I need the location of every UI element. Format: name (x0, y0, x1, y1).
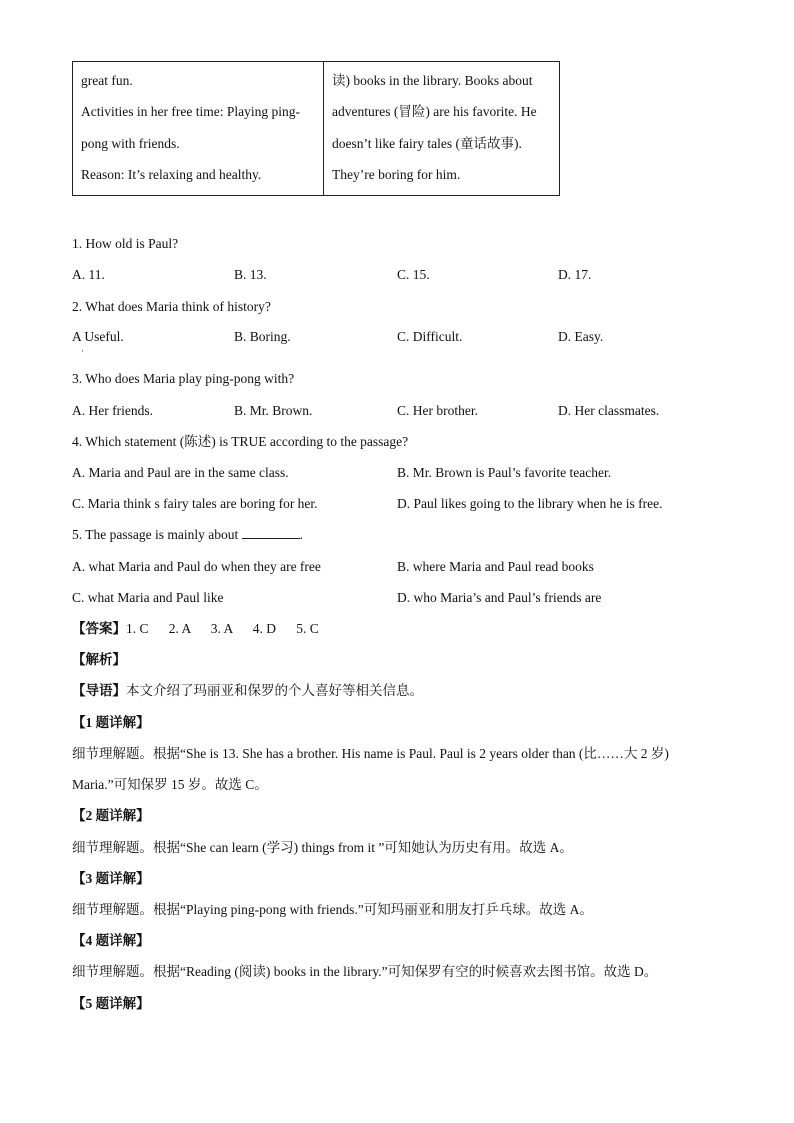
question-stem: 2. What does Maria think of history? (72, 299, 271, 314)
table-line: 读) books in the library. Books about (332, 73, 533, 88)
table-line: Reason: It’s relaxing and healthy. (81, 166, 262, 182)
option-b: B. Mr. Brown is Paul’s favorite teacher. (397, 465, 612, 480)
option-b: B. where Maria and Paul read books (397, 559, 594, 574)
detail-heading: 【4 题详解】 (72, 933, 150, 948)
option-b: B. 13. (234, 267, 267, 282)
table-line: pong with friends. (81, 135, 180, 151)
question-stem: 4. Which statement (陈述) is TRUE according to the passage? (72, 434, 409, 449)
info-table (72, 61, 560, 196)
answer-blank (242, 526, 300, 539)
option-c: C. Difficult. (397, 329, 463, 344)
stray-dot: · (81, 346, 84, 356)
detail-heading: 【2 题详解】 (72, 808, 150, 823)
detail-text: 细节理解题。根据“She is 13. She has a brother. His name is Paul. Paul is 2 years older than (比……大 2 岁) (72, 746, 669, 761)
table-line: Activities in her free time: Playing ping- (81, 104, 300, 120)
detail-heading: 【5 题详解】 (72, 996, 150, 1011)
table-line: great fun. (81, 73, 133, 88)
question-stem: 1. How old is Paul? (72, 236, 179, 251)
guide-label: 【导语】 (72, 683, 126, 698)
option-b: B. Mr. Brown. (234, 403, 313, 418)
option-d: D. Paul likes going to the library when he is free. (397, 496, 663, 511)
option-c: C. Maria think s fairy tales are boring for her. (72, 496, 318, 511)
option-d: D. Her classmates. (558, 403, 660, 418)
answer-line (72, 620, 319, 638)
detail-text: 细节理解题。根据“She can learn (学习) things from it ”可知她认为历史有用。故选 A。 (72, 840, 573, 855)
table-line: They’re boring for him. (332, 166, 461, 182)
option-c: C. what Maria and Paul like (72, 590, 224, 605)
answer-text: 1. C 2. A 3. A 4. D 5. C (126, 621, 319, 636)
table-cell-right (324, 62, 559, 195)
answer-label: 【答案】 (72, 621, 126, 636)
option-d: D. Easy. (558, 329, 604, 344)
analysis-label: 【解析】 (72, 652, 126, 667)
detail-heading: 【1 题详解】 (72, 715, 150, 730)
option-a: A. Her friends. (72, 403, 153, 418)
option-a: A Useful. (72, 329, 124, 344)
question-stem (72, 526, 303, 544)
option-d: D. 17. (558, 267, 592, 282)
detail-text: 细节理解题。根据“Reading (阅读) books in the library.”可知保罗有空的时候喜欢去图书馆。故选 D。 (72, 964, 658, 979)
option-a: A. what Maria and Paul do when they are free (72, 559, 321, 574)
question-stem-text: 5. The passage is mainly about (72, 527, 239, 542)
option-a: A. Maria and Paul are in the same class. (72, 465, 289, 480)
detail-text: Maria.”可知保罗 15 岁。故选 C。 (72, 777, 268, 792)
detail-text: 细节理解题。根据“Playing ping-pong with friends.”可知玛丽亚和朋友打乒乓球。故选 A。 (72, 902, 593, 917)
guide-line (72, 682, 423, 700)
question-stem: 3. Who does Maria play ping-pong with? (72, 371, 295, 386)
option-d: D. who Maria’s and Paul’s friends are (397, 590, 602, 605)
option-b: B. Boring. (234, 329, 291, 344)
table-cell-left (73, 62, 324, 195)
table-line: adventures (冒险) are his favorite. He (332, 104, 537, 120)
detail-heading: 【3 题详解】 (72, 871, 150, 886)
question-stem-end: . (299, 527, 303, 542)
guide-text: 本文介绍了玛丽亚和保罗的个人喜好等相关信息。 (126, 683, 423, 698)
option-a: A. 11. (72, 267, 105, 282)
option-c: C. 15. (397, 267, 430, 282)
table-line: doesn’t like fairy tales (童话故事). (332, 135, 522, 151)
option-c: C. Her brother. (397, 403, 478, 418)
